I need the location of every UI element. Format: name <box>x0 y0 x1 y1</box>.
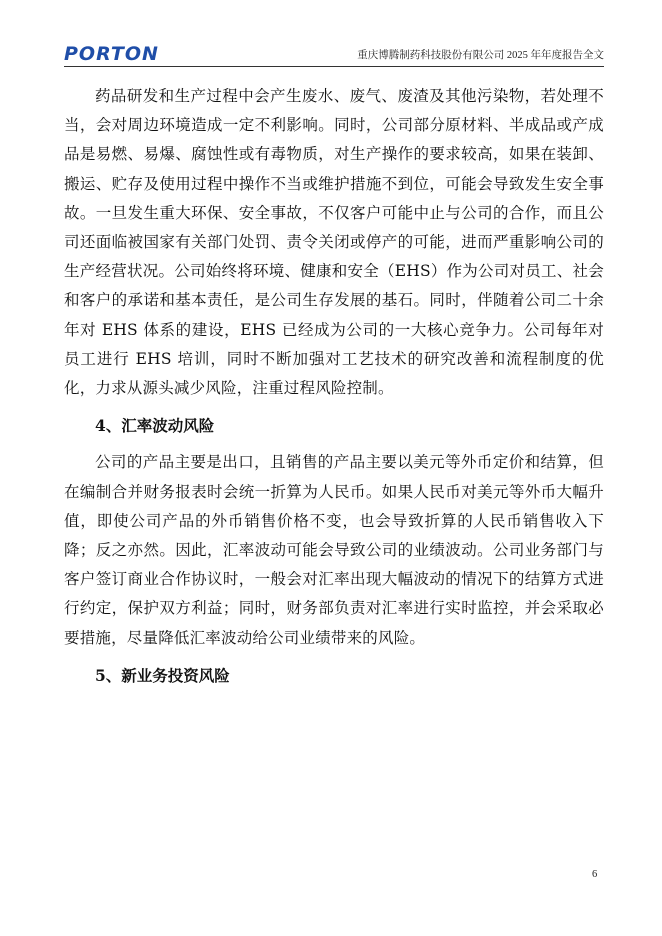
spacer <box>64 440 604 448</box>
spacer <box>64 403 604 411</box>
exchange-rate-risk-heading: 4、汇率波动风险 <box>95 416 215 436</box>
exchange-rate-risk-paragraph: 公司的产品主要是出口，且销售的产品主要以美元等外币定价和结算，但在编制合并财务报表时会统一折算为人民币。如果人民币对美元等外币大幅升值，即使公司产品的外币销售价格不变，也会导致折算的人民币销售收入下降；反之亦然。因此，汇率波动可能会导致公司的业绩波动。公司业务部门与客户签订商业合作协议时，一般会对汇率出现大幅波动的情况下的结算方式进行约定，保护双方利益；同时，财务部负责对汇率进行实时监控，并会采取必要措施，尽量降低汇率波动给公司业绩带来的风险。 <box>64 453 604 647</box>
page-number: 6 <box>592 869 598 880</box>
header-divider <box>64 66 604 67</box>
new-business-risk-heading: 5、新业务投资风险 <box>95 665 230 685</box>
porton-logo: PORTON <box>64 43 159 65</box>
document-body <box>64 82 604 690</box>
spacer <box>64 653 604 661</box>
ehs-risk-paragraph: 药品研发和生产过程中会产生废水、废气、废渣及其他污染物，若处理不当，会对周边环境造成一定不利影响。同时，公司部分原材料、半成品或产成品是易燃、易爆、腐蚀性或有毒物质，对生产操作的要求较高，如果在装卸、搬运、贮存及使用过程中操作不当或维护措施不到位，可能会导致发生安全事故。一旦发生重大环保、安全事故，不仅客户可能中止与公司的合作，而且公司还面临被国家有关部门处罚、责令关闭或停产的可能，进而严重影响公司的生产经营状况。公司始终将环境、健康和安全（EHS）作为公司对员工、社会和客户的承诺和基本责任，是公司生存发展的基石。同时，伴随着公司二十余年对 EHS 体系的建设，EHS 已经成为公司的一大核心竞争力。公司每年对员工进行 EHS 培训，同时不断加强对工艺技术的研究改善和流程制度的优化，力求从源头减少风险，注重过程风险控制。 <box>64 87 604 398</box>
report-title: 重庆博腾制药科技股份有限公司 2025 年年度报告全文 <box>357 50 604 61</box>
page-header <box>64 42 604 66</box>
